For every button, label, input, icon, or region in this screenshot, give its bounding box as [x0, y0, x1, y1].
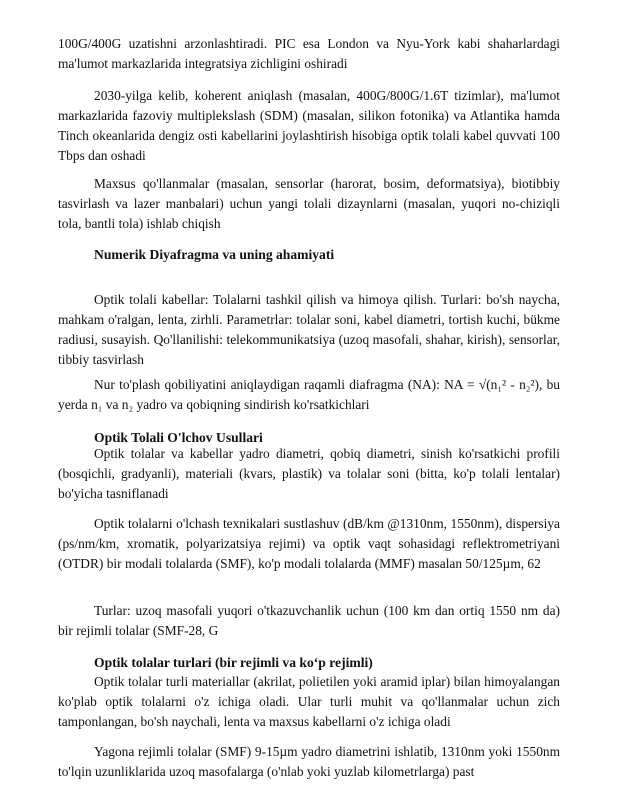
paragraph-2030-capacity: 2030-yilga kelib, koherent aniqlash (masalan, 400G/800G/1.6T tizimlar), ma'lumot markazlarida fazoviy multiplekslash (SDM) (masalan, silikon fotonika) va Atlantika hamda Tinch okeanlarida dengiz osti kabellarini joylashtirish hisobiga optik tolali kabel quvvati 100 Tbps dan oshadi	[58, 88, 560, 163]
paragraph-smf-types: Turlar: uzoq masofali yuqori o'tkazuvchanlik uchun (100 km dan ortiq 1550 nm da) bir rejimli tolalar (SMF-28, G	[58, 603, 560, 638]
heading-measurement-methods: Optik Tolali O'lchov Usullari	[94, 430, 263, 445]
paragraph-classification: Optik tolalar va kabellar yadro diametri, qobiq diametri, sinish ko'rsatkichi profili (bosqichli, gradyanli), materiali (kvars, plastik) va tolalar soni (bitta, ko'p tolali lentalar) bo'yicha tasniflanadi	[58, 446, 560, 501]
paragraph-pic-datacenters: 100G/400G uzatishni arzonlashtiradi. PIC esa London va Nyu-York kabi shaharlardagi ma'lumot markazlarida integratsiya zichligini oshiradi	[58, 36, 560, 71]
paragraph-special-fibers: Maxsus qo'llanmalar (masalan, sensorlar (harorat, bosim, deformatsiya), biotibbiy tasvirlash va lazer manbalari) uchun yangi tolali dizaynlarni (masalan, yuqori no-chiziqli tola, bantli tola) ishlab chiqish	[58, 176, 560, 231]
paragraph-fiber-cables: Optik tolali kabellar: Tolalarni tashkil qilish va himoya qilish. Turlari: bo'sh naycha, mahkam o'ralgan, lenta, zirhli. Parametrlar: tolalar soni, kabel diametri, tortish kuchi, bükme radiusi, susayish. Qo'llanilishi: telekommunikatsiya (uzoq masofali, shahar, kirish), sensorlar, tibbiy tasvirlash	[58, 292, 560, 367]
paragraph-measurement-techniques: Optik tolalarni o'lchash texnikalari sustlashuv (dB/km @1310nm, 1550nm), dispersiya (ps/nm/km, xromatik, polyarizatsiya rejimi) va optik vaqt sohasidagi reflektrometriyani (OTDR) bir modali tolalarda (SMF), ko'p modali tolalarda (MMF) masalan 50/125µm, 62	[58, 516, 560, 571]
heading-numerical-aperture: Numerik Diyafragma va uning ahamiyati	[94, 247, 335, 262]
heading-fiber-types: Optik tolalar turlari (bir rejimli va ko‘p rejimli)	[94, 655, 373, 670]
paragraph-cable-protection: Optik tolalar turli materiallar (akrilat, polietilen yoki aramid iplar) bilan himoyalangan ko'plab optik tolalarni o'z ichiga oladi. Ular turli muhit va qo'llanmalar uchun zich tamponlangan, bo'sh naychali, lenta va maxsus kabellarni o'z ichiga oladi	[58, 674, 560, 729]
paragraph-single-mode: Yagona rejimli tolalar (SMF) 9-15µm yadro diametrini ishlatib, 1310nm yoki 1550nm to'lqin uzunliklarida uzoq masofalarga (o'nlab yoki yuzlab kilometrlarga) past	[58, 744, 560, 779]
paragraph-na-formula: Nur to'plash qobiliyatini aniqlaydigan raqamli diafragma (NA): NA = √(n₁² - n₂²), bu yerda n₁ va n₂ yadro va qobiqning sindirish ko'rsatkichlari	[58, 377, 560, 412]
